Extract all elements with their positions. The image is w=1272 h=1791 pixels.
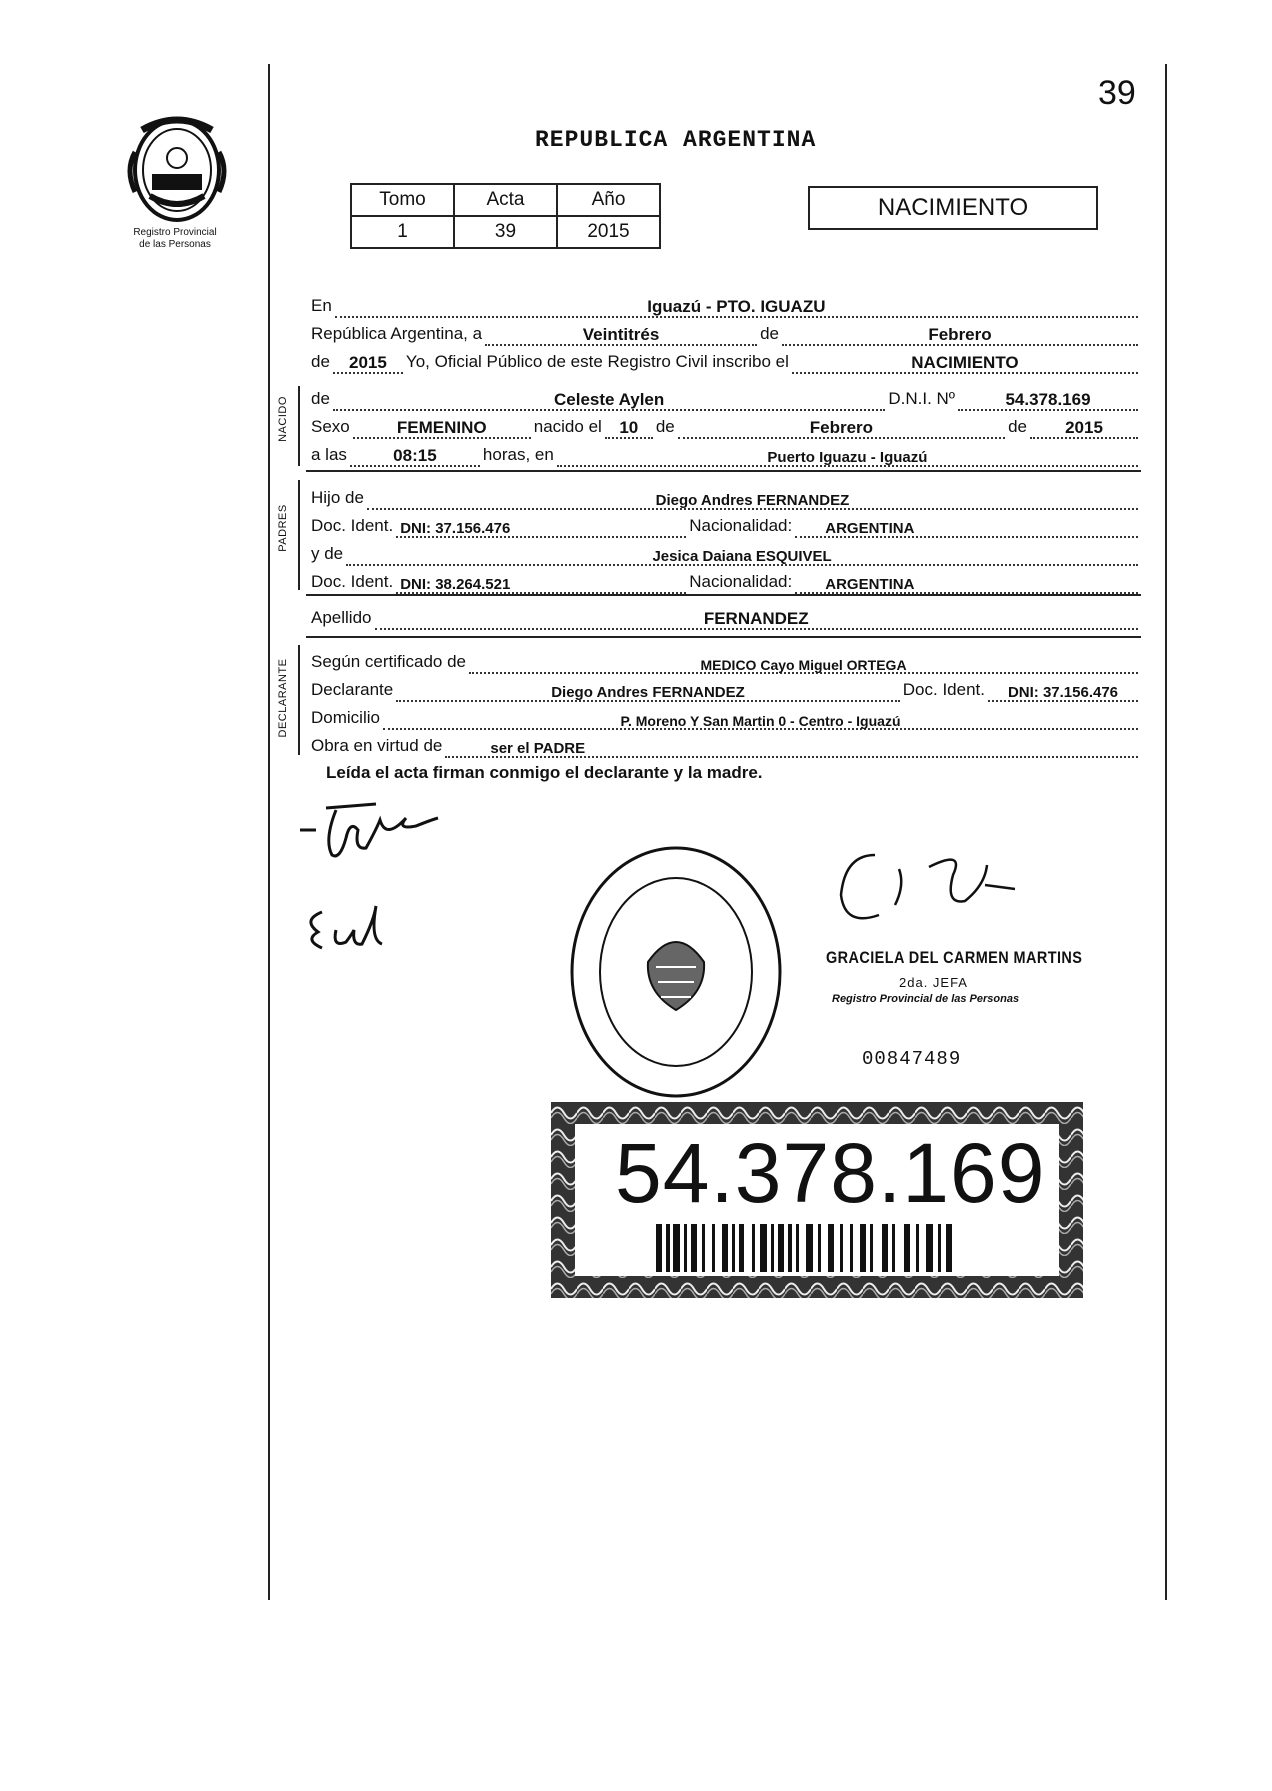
declarant-doc: DNI: 37.156.476 — [1007, 684, 1119, 701]
surname-value: FERNANDEZ — [703, 609, 809, 628]
header-acta: Acta — [454, 184, 557, 216]
declarante-section-label: DECLARANTE — [277, 658, 289, 738]
nacido-bracket — [298, 386, 300, 466]
mother-signature — [296, 900, 406, 960]
child-name: Celeste Aylen — [554, 390, 665, 409]
dni-banner-number: 54.378.169 — [615, 1126, 1046, 1220]
declarant-name: Diego Andres FERNANDEZ — [551, 684, 745, 701]
address-value: P. Moreno Y San Martin 0 - Centro - Iguazú — [620, 713, 901, 729]
birth-place: Puerto Iguazu - Iguazú — [767, 449, 928, 466]
sex-value: FEMENINO — [396, 418, 487, 437]
padres-section-label: PADRES — [277, 504, 289, 552]
left-margin-line — [268, 64, 270, 1600]
nacido-section-label: NACIDO — [277, 396, 289, 442]
row-mother-doc: Doc. Ident. DNI: 38.264.521 Nacionalidad: ARGENTINA — [311, 568, 1141, 594]
serial-number: 00847489 — [862, 1048, 962, 1070]
header-ano: Año — [557, 184, 660, 216]
barcode — [656, 1224, 976, 1272]
official-role: 2da. JEFA — [899, 975, 968, 990]
province-seal-logo — [120, 112, 235, 224]
birth-day: 10 — [619, 418, 639, 437]
birth-month: Febrero — [809, 418, 874, 437]
row-time: a las 08:15 horas, en Puerto Iguazu - Iguazú — [311, 441, 1141, 467]
divider — [306, 594, 1141, 596]
row-mother: y de Jesica Daiana ESQUIVEL — [311, 540, 1141, 566]
record-type-box: NACIMIENTO — [808, 186, 1098, 230]
official-name: GRACIELA DEL CARMEN MARTINS — [826, 948, 1083, 967]
father-nationality: ARGENTINA — [825, 520, 915, 537]
day-value: Veintitrés — [582, 325, 660, 344]
official-stamp — [566, 842, 786, 1102]
act-type-value: NACIMIENTO — [911, 353, 1019, 372]
closing-statement: Leída el acta firman conmigo el declarante y la madre. — [326, 763, 763, 782]
row-address: Domicilio P. Moreno Y San Martin 0 - Centro - Iguazú — [311, 704, 1141, 730]
row-sex: Sexo FEMENINO nacido el 10 de Febrero de 2015 — [311, 413, 1141, 439]
mother-nationality: ARGENTINA — [825, 576, 915, 593]
month-value: Febrero — [928, 325, 992, 344]
value-ano: 2015 — [557, 216, 660, 248]
father-name: Diego Andres FERNANDEZ — [655, 492, 850, 509]
mother-name: Jesica Daiana ESQUIVEL — [652, 548, 832, 565]
record-table — [350, 183, 661, 249]
padres-bracket — [298, 480, 300, 590]
divider — [306, 636, 1141, 638]
child-dni: 54.378.169 — [1005, 390, 1091, 409]
birth-time: 08:15 — [393, 446, 437, 465]
row-declarant: Declarante Diego Andres FERNANDEZ Doc. Ident. DNI: 37.156.476 — [311, 676, 1141, 702]
row-reason: Obra en virtud de ser el PADRE — [311, 732, 1141, 758]
row-surname: Apellido FERNANDEZ — [311, 604, 1141, 630]
certificate-value: MEDICO Cayo Miguel ORTEGA — [700, 657, 907, 673]
divider — [306, 470, 1141, 472]
place-value: Iguazú - PTO. IGUAZU — [647, 297, 826, 316]
row-place: En Iguazú - PTO. IGUAZU — [311, 292, 1141, 318]
official-signature — [835, 845, 1095, 945]
row-certificate: Según certificado de MEDICO Cayo Miguel ORTEGA — [311, 648, 1141, 674]
row-father-doc: Doc. Ident. DNI: 37.156.476 Nacionalidad: ARGENTINA — [311, 512, 1141, 538]
row-name: de Celeste Aylen D.N.I. Nº 54.378.169 — [311, 385, 1141, 411]
row-father: Hijo de Diego Andres FERNANDEZ — [311, 484, 1141, 510]
official-organization: Registro Provincial de las Personas — [832, 993, 1020, 1005]
row-year: de 2015 Yo, Oficial Público de este Registro Civil inscribo el NACIMIENTO — [311, 348, 1141, 374]
value-tomo: 1 — [351, 216, 454, 248]
page-number: 39 — [1098, 74, 1136, 112]
mother-doc: DNI: 38.264.521 — [400, 576, 511, 593]
row-date: República Argentina, a Veintitrés de Febrero — [311, 320, 1141, 346]
registry-label: Registro Provincial de las Personas — [133, 227, 217, 250]
right-margin-line — [1165, 64, 1167, 1600]
declarant-signature — [296, 800, 446, 870]
birth-year: 2015 — [1065, 418, 1103, 437]
declarante-bracket — [298, 645, 300, 755]
father-doc: DNI: 37.156.476 — [400, 520, 511, 537]
header-tomo: Tomo — [351, 184, 454, 216]
document-title: REPUBLICA ARGENTINA — [535, 127, 817, 153]
year-value: 2015 — [349, 353, 387, 372]
reason-value: ser el PADRE — [490, 740, 586, 757]
value-acta: 39 — [454, 216, 557, 248]
